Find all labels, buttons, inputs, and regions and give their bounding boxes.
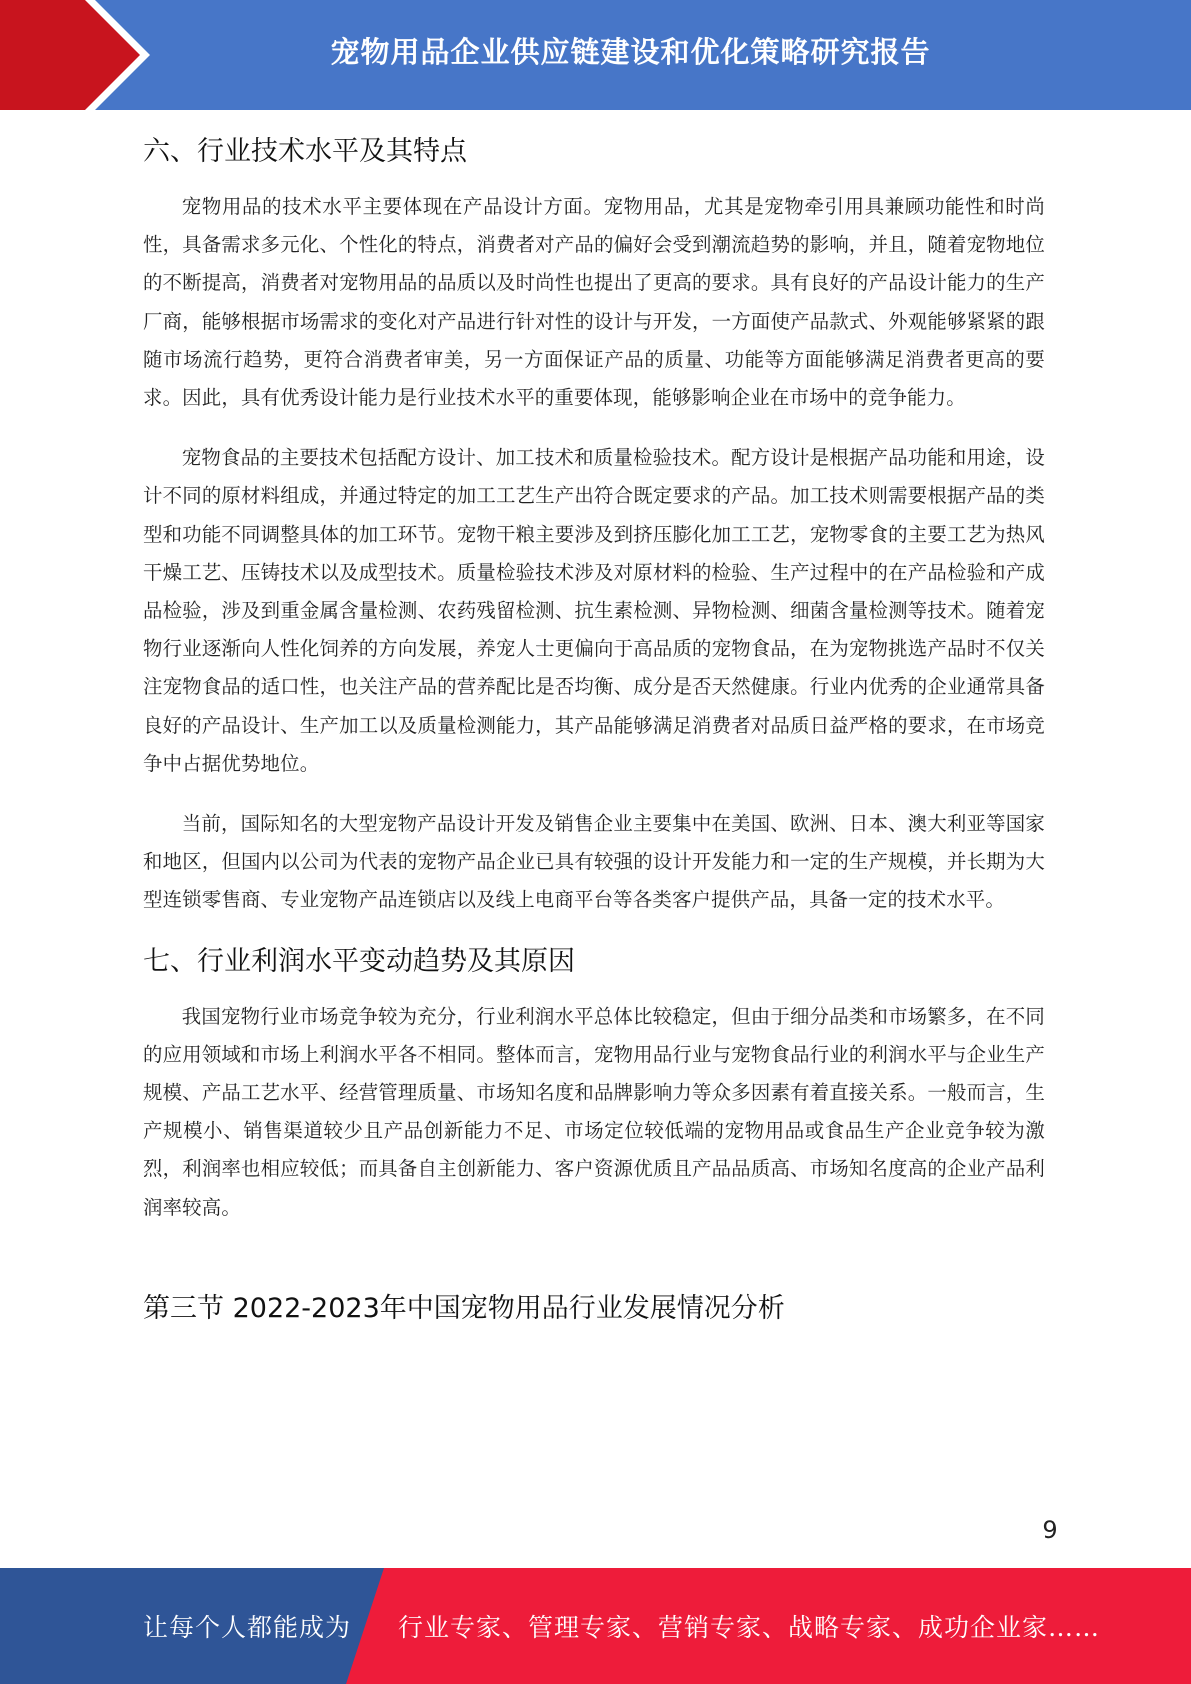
- page-number: 9: [1042, 1516, 1058, 1544]
- document-body: [143, 112, 1045, 1329]
- footer-slogan-right: 行业专家、管理专家、营销专家、战略专家、成功企业家……: [398, 1613, 1101, 1642]
- paragraph: 宠物用品的技术水平主要体现在产品设计方面。宠物用品，尤其是宠物牵引用具兼顾功能性和时尚性，具备需求多元化、个性化的特点，消费者对产品的偏好会受到潮流趋势的影响，并且，随着宠物地位的不断提高，消费者对宠物用品的品质以及时尚性也提出了更高的要求。具有良好的产品设计能力的生产厂商，能够根据市场需求的变化对产品进行针对性的设计与开发，一方面使产品款式、外观能够紧紧的跟随市场流行趋势，更符合消费者审美，另一方面保证产品的质量、功能等方面能够满足消费者更高的要求。因此，具有优秀设计能力是行业技术水平的重要体现，能够影响企业在市场中的竞争能力。: [143, 195, 1045, 410]
- header-title: 宠物用品企业供应链建设和优化策略研究报告: [330, 34, 931, 69]
- footer-slogan-left: 让每个人都能成为: [143, 1613, 352, 1642]
- paragraph: 我国宠物行业市场竞争较为充分，行业利润水平总体比较稳定，但由于细分品类和市场繁多，在不同的应用领域和市场上利润水平各不相同。整体而言，宠物用品行业与宠物食品行业的利润水平与企业生产规模、产品工艺水平、经营管理质量、市场知名度和品牌影响力等众多因素有着直接关系。一般而言，生产规模小、销售渠道较少且产品创新能力不足、市场定位较低端的宠物用品或食品生产企业竞争较为激烈，利润率也相应较低；而具备自主创新能力、客户资源优质且产品品质高、市场知名度高的企业产品利润率较高。: [143, 1004, 1045, 1219]
- page-footer: [0, 1568, 1191, 1684]
- section-heading-technology: 六、行业技术水平及其特点: [143, 136, 467, 167]
- section-heading-profit: 七、行业利润水平变动趋势及其原因: [143, 945, 575, 977]
- paragraph: 当前，国际知名的大型宠物产品设计开发及销售企业主要集中在美国、欧洲、日本、澳大利亚等国家和地区，但国内以公司为代表的宠物产品企业已具有较强的设计开发能力和一定的生产规模，并长期为大型连锁零售商、专业宠物产品连锁店以及线上电商平台等各类客户提供产品，具备一定的技术水平。: [143, 812, 1045, 912]
- page-header: [0, 0, 1191, 110]
- chapter-heading: 第三节 2022-2023年中国宠物用品行业发展情况分析: [143, 1292, 785, 1324]
- paragraph: 宠物食品的主要技术包括配方设计、加工技术和质量检验技术。配方设计是根据产品功能和用途，设计不同的原材料组成，并通过特定的加工工艺生产出符合既定要求的产品。加工技术则需要根据产品的类型和功能不同调整具体的加工环节。宠物干粮主要涉及到挤压膨化加工工艺，宠物零食的主要工艺为热风干燥工艺、压铸技术以及成型技术。质量检验技术涉及对原材料的检验、生产过程中的在产品检验和产成品检验，涉及到重金属含量检测、农药残留检测、抗生素检测、异物检测、细菌含量检测等技术。随着宠物行业逐渐向人性化饲养的方向发展，养宠人士更偏向于高品质的宠物食品，在为宠物挑选产品时不仅关注宠物食品的适口性，也关注产品的营养配比是否均衡、成分是否天然健康。行业内优秀的企业通常具备良好的产品设计、生产加工以及质量检测能力，其产品能够满足消费者对品质日益严格的要求，在市场竞争中占据优势地位。: [143, 446, 1045, 775]
